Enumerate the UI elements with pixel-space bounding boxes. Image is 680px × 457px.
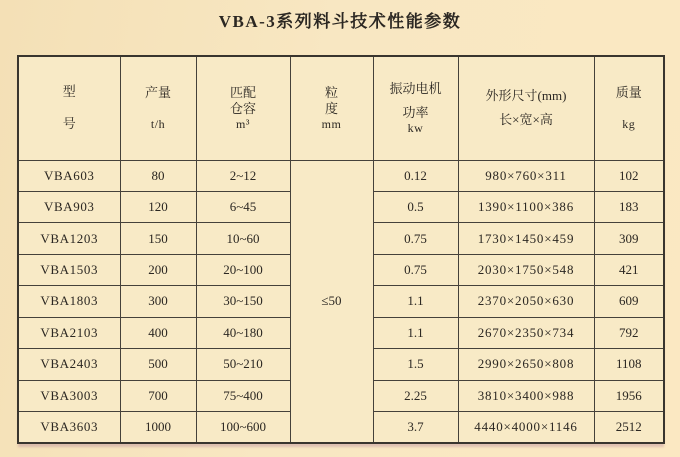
col-header-capacity-unit: m³	[236, 117, 250, 131]
col-header-granularity-line2: 度	[324, 100, 338, 116]
col-header-motor-power	[373, 56, 458, 160]
cell-capacity: 40~180	[196, 317, 290, 348]
cell-capacity: 10~60	[196, 223, 290, 254]
cell-output: 400	[120, 317, 196, 348]
cell-output: 500	[120, 349, 196, 380]
col-header-dimensions	[458, 56, 594, 160]
cell-power: 1.5	[373, 349, 458, 380]
col-header-motor-line2: 功率	[402, 104, 429, 120]
cell-power: 0.75	[373, 223, 458, 254]
table-row	[18, 160, 664, 191]
cell-dimensions: 1390×1100×386	[458, 191, 594, 222]
col-header-capacity	[196, 56, 290, 160]
cell-dimensions: 2670×2350×734	[458, 317, 594, 348]
col-header-model-line2: 号	[62, 116, 76, 132]
col-header-output-unit: t/h	[150, 116, 166, 131]
cell-model: VBA1203	[18, 223, 120, 254]
col-header-motor-unit: kw	[407, 121, 424, 135]
col-header-granularity-line1: 粒	[324, 84, 338, 100]
cell-granularity-merged: ≤50	[290, 160, 373, 443]
cell-model: VBA603	[18, 160, 120, 191]
cell-power: 0.5	[373, 191, 458, 222]
cell-model: VBA3003	[18, 380, 120, 411]
cell-dimensions: 1730×1450×459	[458, 223, 594, 254]
cell-mass: 1108	[594, 349, 664, 380]
cell-model: VBA3603	[18, 412, 120, 444]
cell-model: VBA1503	[18, 254, 120, 285]
cell-model: VBA903	[18, 191, 120, 222]
cell-model: VBA2103	[18, 317, 120, 348]
col-header-dimensions-line1: 外形尺寸(mm)	[485, 88, 567, 103]
cell-mass: 609	[594, 286, 664, 317]
cell-mass: 1956	[594, 380, 664, 411]
cell-capacity: 6~45	[196, 191, 290, 222]
cell-output: 200	[120, 254, 196, 285]
col-header-granularity-unit: mm	[321, 117, 342, 131]
col-header-mass-unit: kg	[622, 116, 636, 131]
col-header-dimensions-line2: 长×宽×高	[499, 112, 553, 128]
cell-mass: 792	[594, 317, 664, 348]
col-header-capacity-line2: 仓容	[229, 100, 256, 116]
cell-capacity: 20~100	[196, 254, 290, 285]
col-header-output	[120, 56, 196, 160]
cell-power: 0.12	[373, 160, 458, 191]
page-title: VBA-3系列料斗技术性能参数	[218, 12, 462, 31]
cell-capacity: 100~600	[196, 412, 290, 444]
cell-output: 150	[120, 223, 196, 254]
cell-power: 3.7	[373, 412, 458, 444]
cell-output: 1000	[120, 412, 196, 444]
cell-dimensions: 2030×1750×548	[458, 254, 594, 285]
cell-dimensions: 4440×4000×1146	[458, 412, 594, 444]
cell-dimensions: 2990×2650×808	[458, 349, 594, 380]
cell-model: VBA1803	[18, 286, 120, 317]
cell-power: 0.75	[373, 254, 458, 285]
cell-output: 300	[120, 286, 196, 317]
cell-power: 2.25	[373, 380, 458, 411]
cell-power: 1.1	[373, 286, 458, 317]
cell-mass: 183	[594, 191, 664, 222]
cell-output: 700	[120, 380, 196, 411]
cell-capacity: 50~210	[196, 349, 290, 380]
cell-mass: 309	[594, 223, 664, 254]
cell-model: VBA2403	[18, 349, 120, 380]
cell-mass: 102	[594, 160, 664, 191]
cell-output: 120	[120, 191, 196, 222]
cell-dimensions: 980×760×311	[458, 160, 594, 191]
cell-power: 1.1	[373, 317, 458, 348]
header-row	[18, 56, 664, 160]
cell-capacity: 2~12	[196, 160, 290, 191]
cell-capacity: 75~400	[196, 380, 290, 411]
col-header-motor-line1: 振动电机	[389, 80, 442, 96]
cell-mass: 421	[594, 254, 664, 285]
cell-mass: 2512	[594, 412, 664, 444]
cell-output: 80	[120, 160, 196, 191]
spec-table	[17, 55, 665, 444]
cell-dimensions: 2370×2050×630	[458, 286, 594, 317]
col-header-output-label: 产量	[144, 84, 171, 100]
col-header-mass-label: 质量	[615, 84, 642, 100]
cell-capacity: 30~150	[196, 286, 290, 317]
cell-dimensions: 3810×3400×988	[458, 380, 594, 411]
col-header-mass	[594, 56, 664, 160]
col-header-granularity	[290, 56, 373, 160]
col-header-model	[18, 56, 120, 160]
col-header-capacity-line1: 匹配	[229, 84, 256, 100]
col-header-model-line1: 型	[62, 84, 76, 99]
